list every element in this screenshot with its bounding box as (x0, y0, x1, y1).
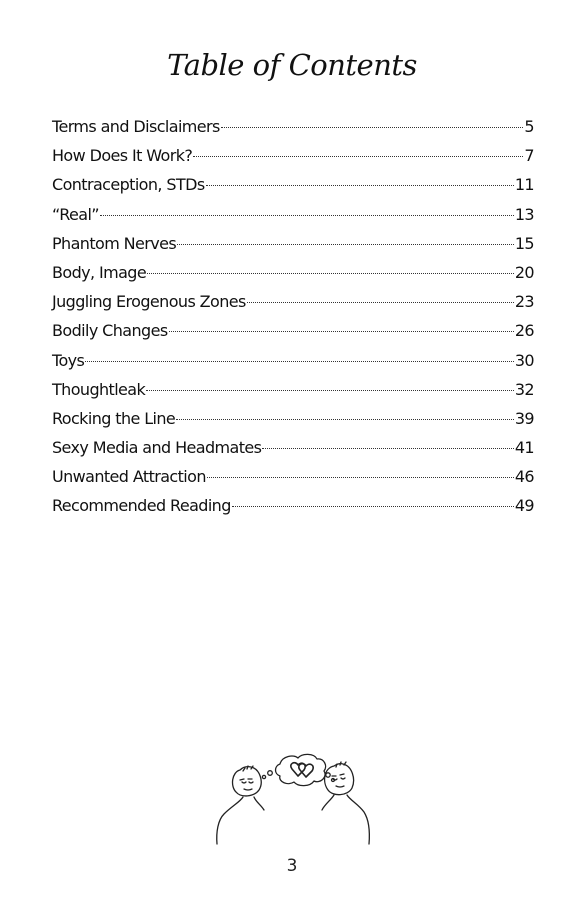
toc-entry-page: 11 (514, 175, 534, 195)
toc-entry-unwanted-attraction[interactable] (52, 467, 534, 496)
toc-entry-label: Thoughtleak (52, 379, 146, 399)
page-title: Table of Contents (167, 48, 417, 82)
toc-entry-page: 32 (514, 379, 534, 399)
toc-entry-label: Phantom Nerves (52, 233, 177, 253)
toc-entry-page: 41 (514, 438, 534, 458)
dot-leader (193, 156, 523, 157)
dot-leader (147, 273, 514, 274)
toc-entry-recommended-reading[interactable] (52, 496, 534, 525)
toc-entry-contraception-stds[interactable] (52, 175, 534, 204)
toc-entry-page: 49 (514, 496, 534, 516)
dot-leader (206, 185, 514, 186)
toc-entry-terms-and-disclaimers[interactable] (52, 117, 534, 146)
dot-leader (85, 361, 514, 362)
toc-entry-page: 5 (524, 117, 534, 136)
page-number: 3 (286, 856, 298, 876)
toc-entry-label: Sexy Media and Headmates (52, 438, 262, 458)
dot-leader (177, 244, 514, 245)
toc-entry-page: 46 (514, 467, 534, 487)
toc-entry-label: Recommended Reading (52, 496, 231, 516)
toc-entry-label: Juggling Erogenous Zones (52, 292, 246, 312)
thought-bubble (262, 754, 334, 785)
toc-entry-page: 15 (514, 233, 534, 253)
toc-entry-bodily-changes[interactable] (52, 321, 534, 350)
toc-entry-how-does-it-work[interactable] (52, 146, 534, 175)
toc-entry-thoughtleak[interactable] (52, 380, 534, 409)
toc-entry-label: Rocking the Line (52, 408, 176, 428)
toc-entry-label: Bodily Changes (52, 321, 168, 341)
toc-entry-page: 26 (514, 321, 534, 341)
dot-leader (232, 506, 514, 507)
toc-entry-label: How Does It Work? (52, 146, 193, 166)
toc-entry-page: 30 (514, 350, 534, 370)
dot-leader (100, 215, 514, 216)
toc-entry-juggling-erogenous-zones[interactable] (52, 292, 534, 321)
dot-leader (169, 331, 514, 332)
toc-entry-sexy-media-and-headmates[interactable] (52, 438, 534, 467)
toc-entry-label: Body, Image (52, 262, 147, 282)
toc-entry-real[interactable] (52, 205, 534, 234)
toc-entry-rocking-the-line[interactable] (52, 409, 534, 438)
toc-entry-page: 23 (514, 292, 534, 312)
toc-entry-body-image[interactable] (52, 263, 534, 292)
dot-leader (176, 419, 514, 420)
toc-entry-label: Unwanted Attraction (52, 467, 206, 487)
left-figure (217, 766, 264, 844)
toc-entry-page: 13 (514, 204, 534, 224)
toc-entry-label: Toys (52, 350, 85, 370)
dot-leader (262, 448, 513, 449)
toc-entry-page: 7 (524, 146, 534, 166)
dot-leader (221, 127, 524, 128)
toc-entry-label: Contraception, STDs (52, 175, 205, 195)
two-figures-heart-thought-illustration (210, 752, 380, 847)
toc-entry-label: Terms and Disclaimers (52, 117, 220, 136)
toc-entry-page: 20 (514, 262, 534, 282)
toc-entry-label: “Real” (52, 204, 99, 224)
toc-entry-phantom-nerves[interactable] (52, 234, 534, 263)
dot-leader (146, 390, 514, 391)
right-figure (322, 762, 369, 844)
table-of-contents (52, 117, 534, 526)
dot-leader (207, 477, 514, 478)
dot-leader (247, 302, 514, 303)
toc-entry-toys[interactable] (52, 351, 534, 380)
toc-entry-page: 39 (514, 408, 534, 428)
